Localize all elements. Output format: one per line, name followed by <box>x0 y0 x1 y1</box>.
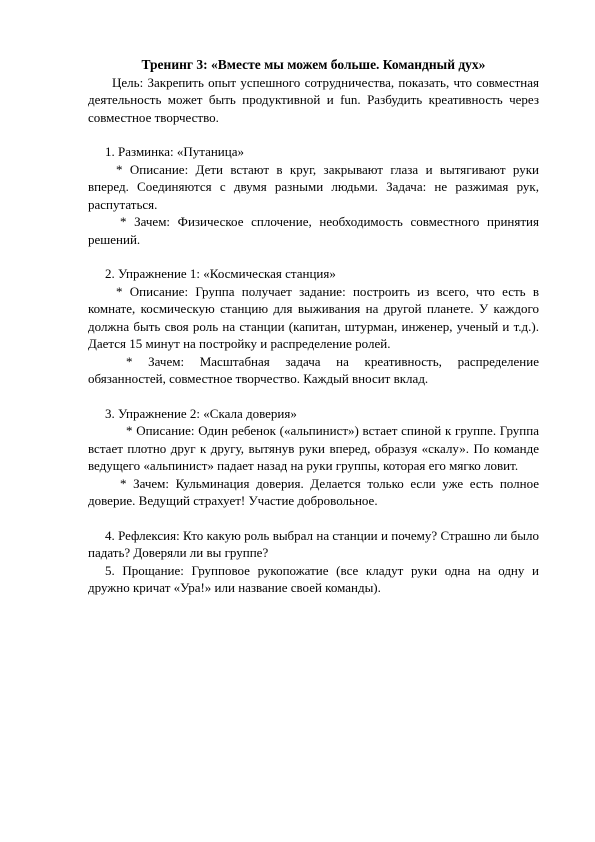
document-page <box>88 56 539 597</box>
section-1-heading: 1. Разминка: «Путаница» <box>105 144 244 159</box>
farewell-paragraph: 5. Прощание: Групповое рукопожатие (все кладут руки одна на одну и дружно кричат «Ура!» или название своей команды). <box>88 562 539 595</box>
section-1-description: * Описание: Дети встают в круг, закрывают глаза и вытягивают руки вперед. Соединяются с двумя разными людьми. Задача: не разжимая рук, распутаться. <box>88 161 539 212</box>
spacer <box>88 388 539 405</box>
spacer <box>88 126 539 143</box>
section-3-description: * Описание: Один ребенок («альпинист») встает спиной к группе. Группа встает плотно друг к другу, вытянув руки вперед, образуя «скалу». По команде ведущего «альпинист» падает назад на руки группы, которая его мягко ловит. <box>88 423 539 473</box>
section-3-purpose: * Зачем: Кульминация доверия. Делается только если уже есть полное доверие. Ведущий страхует! Участие добровольное. <box>88 475 539 508</box>
spacer <box>88 510 539 527</box>
section-2-purpose: * Зачем: Масштабная задача на креативность, распределение обязанностей, совместное творчество. Каждый вносит вклад. <box>88 353 539 386</box>
goal-paragraph: Цель: Закрепить опыт успешного сотрудничества, показать, что совместная деятельность может быть продуктивной и fun. Разбудить креативность через совместное творчество. <box>88 74 539 125</box>
reflection-paragraph: 4. Рефлексия: Кто какую роль выбрал на станции и почему? Страшно ли было падать? Доверяли ли вы группе? <box>88 527 539 560</box>
section-1-purpose: * Зачем: Физическое сплочение, необходимость совместного принятия решений. <box>88 214 539 247</box>
section-2-heading: 2. Упражнение 1: «Космическая станция» <box>105 266 336 281</box>
document-title: Тренинг 3: «Вместе мы можем больше. Командный дух» <box>141 57 486 72</box>
section-2-description: * Описание: Группа получает задание: построить из всего, что есть в комнате, космическую станцию для выживания на другой планете. У каждого должна быть своя роль на станции (капитан, штурман, инженер, ученый и т.д.). Дается 15 минут на постройку и распределение ролей. <box>88 283 539 351</box>
spacer <box>88 248 539 265</box>
section-3-heading: 3. Упражнение 2: «Скала доверия» <box>105 405 297 421</box>
